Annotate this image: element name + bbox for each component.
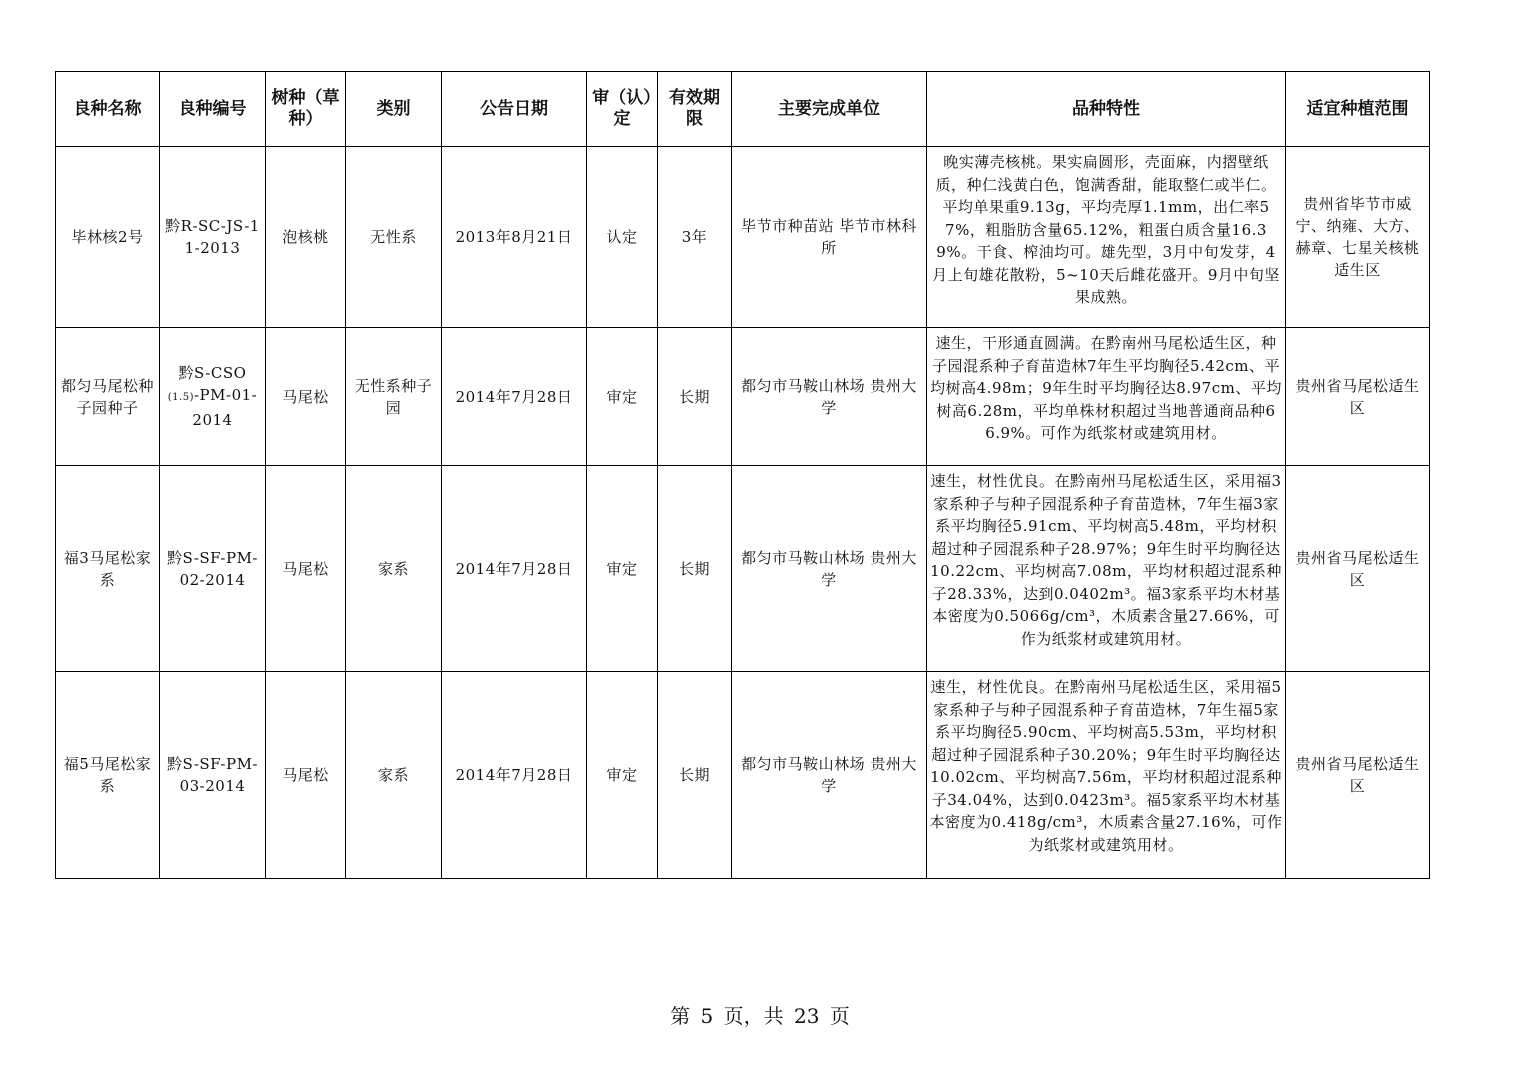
cell-validity-period: 长期 [658,328,732,466]
header-variety-traits: 品种特性 [927,72,1286,147]
code-part-suffix: -PM-01-2014 [192,386,258,429]
cell-planting-range: 贵州省毕节市威宁、纳雍、大方、赫章、七星关核桃适生区 [1286,147,1430,328]
cell-variety-traits: 速生，材性优良。在黔南州马尾松适生区，采用福3家系种子与种子园混系种子育苗造林，7年生福3家系平均胸径5.91cm、平均树高5.48m，平均材积超过种子园混系种子28.97%；9年生时平均胸径达10.22cm、平均树高7.08m，平均材积超过混系种子28.33%，达到0.0402m³。福3家系平均木材基本密度为0.5066g/cm³，木质素含量27.66%，可作为纸浆材或建筑用材。 [927,466,1286,672]
table-row [56,147,1430,328]
table-header-row [56,72,1430,147]
cell-planting-range: 贵州省马尾松适生区 [1286,672,1430,879]
cell-approval-type: 审定 [587,466,658,672]
cell-variety-traits: 速生，材性优良。在黔南州马尾松适生区，采用福5家系种子与种子园混系种子育苗造林，7年生福5家系平均胸径5.90cm、平均树高5.53m，平均材积超过种子园混系种子30.20%；9年生时平均胸径达10.02cm、平均树高7.56m，平均材积超过混系种子34.04%，达到0.0423m³。福5家系平均木材基本密度为0.418g/cm³，木质素含量27.16%，可作为纸浆材或建筑用材。 [927,672,1286,879]
cell-category: 无性系 [346,147,442,328]
cell-variety-code: 黔S-SF-PM-03-2014 [160,672,266,879]
cell-validity-period: 3年 [658,147,732,328]
cell-category: 家系 [346,672,442,879]
code-part-subscript: (1.5) [167,392,194,403]
table-row [56,466,1430,672]
header-planting-range: 适宜种植范围 [1286,72,1430,147]
cell-announcement-date: 2013年8月21日 [442,147,587,328]
seed-variety-table [55,71,1430,879]
footer-middle: 页，共 [723,1004,784,1028]
cell-main-units: 都匀市马鞍山林场 贵州大学 [732,466,927,672]
header-variety-code: 良种编号 [160,72,266,147]
cell-tree-species: 泡核桃 [266,147,346,328]
header-announcement-date: 公告日期 [442,72,587,147]
cell-variety-name: 福3马尾松家系 [56,466,160,672]
cell-variety-name: 都匀马尾松种子园种子 [56,328,160,466]
cell-validity-period: 长期 [658,466,732,672]
cell-approval-type: 审定 [587,672,658,879]
code-part-prefix: 黔S-CSO [178,364,247,382]
header-variety-name: 良种名称 [56,72,160,147]
cell-variety-name: 毕林核2号 [56,147,160,328]
cell-approval-type: 认定 [587,147,658,328]
table-row [56,672,1430,879]
cell-main-units: 都匀市马鞍山林场 贵州大学 [732,328,927,466]
header-main-units: 主要完成单位 [732,72,927,147]
cell-category: 无性系种子园 [346,328,442,466]
cell-tree-species: 马尾松 [266,328,346,466]
cell-main-units: 都匀市马鞍山林场 贵州大学 [732,672,927,879]
cell-validity-period: 长期 [658,672,732,879]
cell-variety-code: 黔S-SF-PM-02-2014 [160,466,266,672]
cell-announcement-date: 2014年7月28日 [442,328,587,466]
cell-tree-species: 马尾松 [266,672,346,879]
cell-planting-range: 贵州省马尾松适生区 [1286,466,1430,672]
page-footer [0,1000,1520,1029]
cell-variety-code: 黔R-SC-JS-11-2013 [160,147,266,328]
header-category: 类别 [346,72,442,147]
cell-variety-code [160,328,266,466]
header-tree-species: 树种（草种） [266,72,346,147]
cell-variety-traits: 速生，干形通直圆满。在黔南州马尾松适生区，种子园混系种子育苗造林7年生平均胸径5.42cm、平均树高4.98m；9年生时平均胸径达8.97cm、平均树高6.28m，平均单株材积超过当地普通商品种66.9%。可作为纸浆材或建筑用材。 [927,328,1286,466]
cell-approval-type: 审定 [587,328,658,466]
header-validity-period: 有效期限 [658,72,732,147]
cell-planting-range: 贵州省马尾松适生区 [1286,328,1430,466]
cell-tree-species: 马尾松 [266,466,346,672]
cell-variety-traits: 晚实薄壳核桃。果实扁圆形，壳面麻，内摺壁纸质，种仁浅黄白色，饱满香甜，能取整仁或半仁。平均单果重9.13g，平均壳厚1.1mm，出仁率57%，粗脂肪含量65.12%，粗蛋白质含量16.39%。干食、榨油均可。雄先型，3月中旬发芽，4月上旬雄花散粉，5~10天后雌花盛开。9月中旬坚果成熟。 [927,147,1286,328]
footer-total-pages: 23 [794,1004,820,1028]
cell-variety-name: 福5马尾松家系 [56,672,160,879]
header-approval-type: 审（认）定 [587,72,658,147]
footer-suffix: 页 [829,1004,850,1028]
footer-prefix: 第 [670,1004,691,1028]
cell-announcement-date: 2014年7月28日 [442,466,587,672]
cell-main-units: 毕节市种苗站 毕节市林科所 [732,147,927,328]
table-row [56,328,1430,466]
footer-page-number: 5 [700,1004,714,1028]
cell-announcement-date: 2014年7月28日 [442,672,587,879]
cell-category: 家系 [346,466,442,672]
